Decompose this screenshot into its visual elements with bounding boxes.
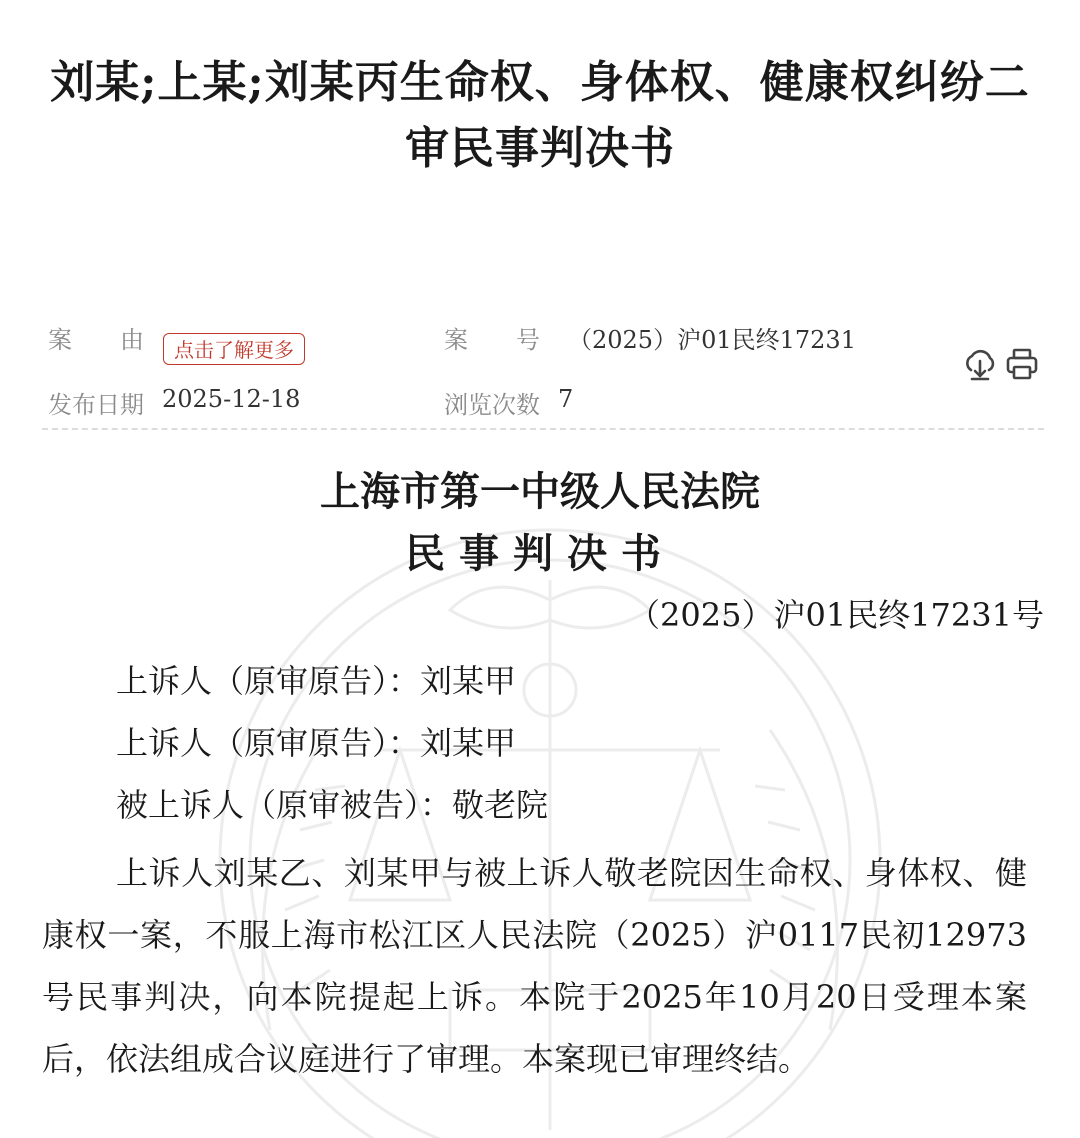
- view-count-value: 7: [558, 385, 574, 413]
- publish-date-value: 2025-12-18: [162, 385, 301, 413]
- learn-more-button[interactable]: 点击了解更多: [163, 333, 305, 365]
- cause-label: 案 由: [48, 326, 144, 354]
- page-title: 刘某;上某;刘某丙生命权、身体权、健康权纠纷二审民事判决书: [50, 57, 1030, 174]
- print-icon[interactable]: [1004, 346, 1040, 382]
- case-no-value: （2025）沪01民终17231: [568, 326, 856, 354]
- document-type: 民事判决书: [405, 530, 675, 577]
- judgment-paragraph: 上诉人刘某乙、刘某甲与被上诉人敬老院因生命权、身体权、健康权一案，不服上海市松江区人民法院（2025）沪0117民初12973号民事判决，向本院提起上诉。本院于2025年10月20日受理本案后，依法组成合议庭进行了审理。本案现已审理终结。: [42, 854, 1027, 1078]
- download-icon[interactable]: [962, 346, 998, 382]
- court-name: 上海市第一中级人民法院: [320, 468, 760, 515]
- view-count-label: 浏览次数: [444, 391, 540, 419]
- case-no-label: 案 号: [444, 326, 540, 354]
- case-metadata: [0, 0, 1080, 440]
- party-appellee: 被上诉人（原审被告）：敬老院: [116, 786, 549, 824]
- document-case-number: （2025）沪01民终17231号: [628, 596, 1044, 634]
- publish-date-label: 发布日期: [48, 391, 144, 419]
- party-appellant-2: 上诉人（原审原告）：刘某甲: [116, 724, 517, 762]
- party-appellant-1: 上诉人（原审原告）：刘某甲: [116, 662, 517, 700]
